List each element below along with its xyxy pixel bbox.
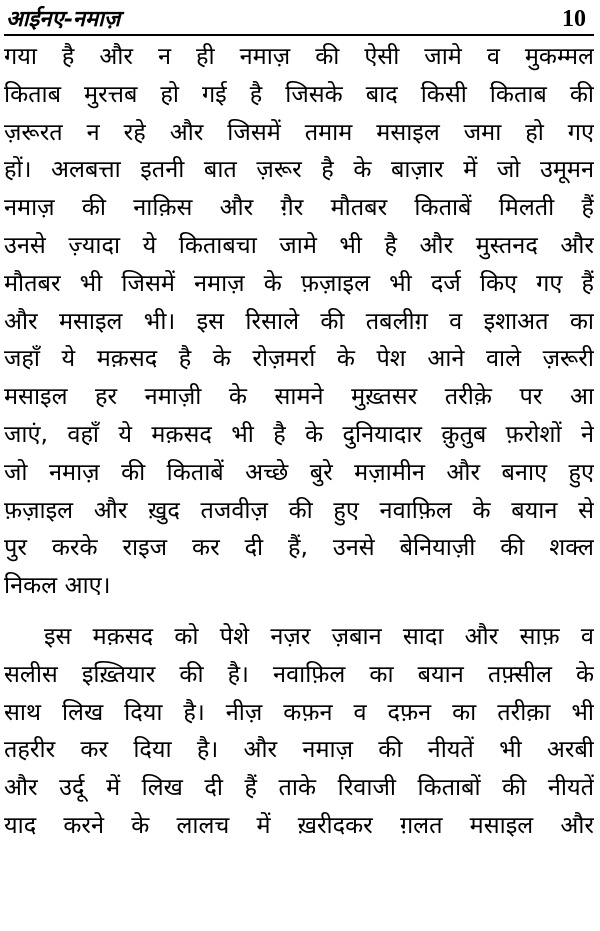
text-line: मौतबर भी जिसमें नमाज़ के फ़ज़ाइल भी दर्ज किए गए हैं (4, 268, 594, 297)
text-line: जो नमाज़ की किताबें अच्छे बुरे मज़ामीन और बनाए हुए (4, 457, 594, 486)
text-line: और उर्दू में लिख दी हैं ताके रिवाजी किताबों की नीयतें (4, 773, 594, 802)
text-line: हों। अलबत्ता इतनी बात ज़रूर है के बाज़ार में जो उमूमन (4, 155, 594, 184)
running-header (4, 0, 594, 36)
paragraph-gap (4, 605, 594, 618)
text-line: उनसे ज़्यादा ये किताबचा जामे भी है और मुस्तनद और (4, 230, 594, 259)
text-line: गया है और न ही नमाज़ की ऐसी जामे व मुकम्मल (4, 42, 594, 70)
text-line: किताब मुरत्तब हो गई है जिसके बाद किसी किताब की (4, 79, 594, 108)
text-line: ज़रूरत न रहे और जिसमें तमाम मसाइल जमा हो गए (4, 117, 594, 146)
text-line: याद करने के लालच में ख़रीदकर ग़लत मसाइल और (4, 810, 594, 839)
text-line: पुर करके राइज कर दी हैं, उनसे बेनियाज़ी की शक्ल (4, 533, 594, 562)
paragraph-1 (4, 38, 594, 605)
text-line: फ़ज़ाइल और ख़ुद तजवीज़ की हुए नवाफ़िल के बयान से (4, 495, 594, 524)
text-line: मसाइल हर नमाज़ी के सामने मुख़्तसर तरीक़े पर आ (4, 382, 594, 411)
text-line: नमाज़ की नाक़िस और ग़ैर मौतबर किताबें मिलती हैं (4, 193, 594, 222)
text-line: जाएं, वहाँ ये मक़सद भी है के दुनियादार क़ुतुब फ़रोशों ने (4, 419, 594, 448)
paragraph-2 (4, 618, 594, 845)
text-line: इस मक़सद को पेशे नज़र ज़बान सादा और साफ़ व (44, 621, 594, 650)
text-line: निकल आए। (4, 571, 111, 600)
text-line: साथ लिख दिया है। नीज़ कफ़न व दफ़न का तरीक़ा भी (4, 697, 594, 726)
text-line: और मसाइल भी। इस रिसाले की तबलीग़ व इशाअत का (4, 306, 594, 335)
text-line: तहरीर कर दिया है। और नमाज़ की नीयतें भी अरबी (4, 735, 594, 764)
page-number: 10 (562, 6, 586, 32)
text-line: जहाँ ये मक़सद है के रोज़मर्रा के पेश आने वाले ज़रूरी (4, 344, 594, 373)
text-line: सलीस इख़्तियार की है। नवाफ़िल का बयान तफ़्सील के (4, 659, 594, 688)
page-body (4, 36, 594, 845)
book-title: आईनए-नमाज़ (6, 6, 121, 32)
